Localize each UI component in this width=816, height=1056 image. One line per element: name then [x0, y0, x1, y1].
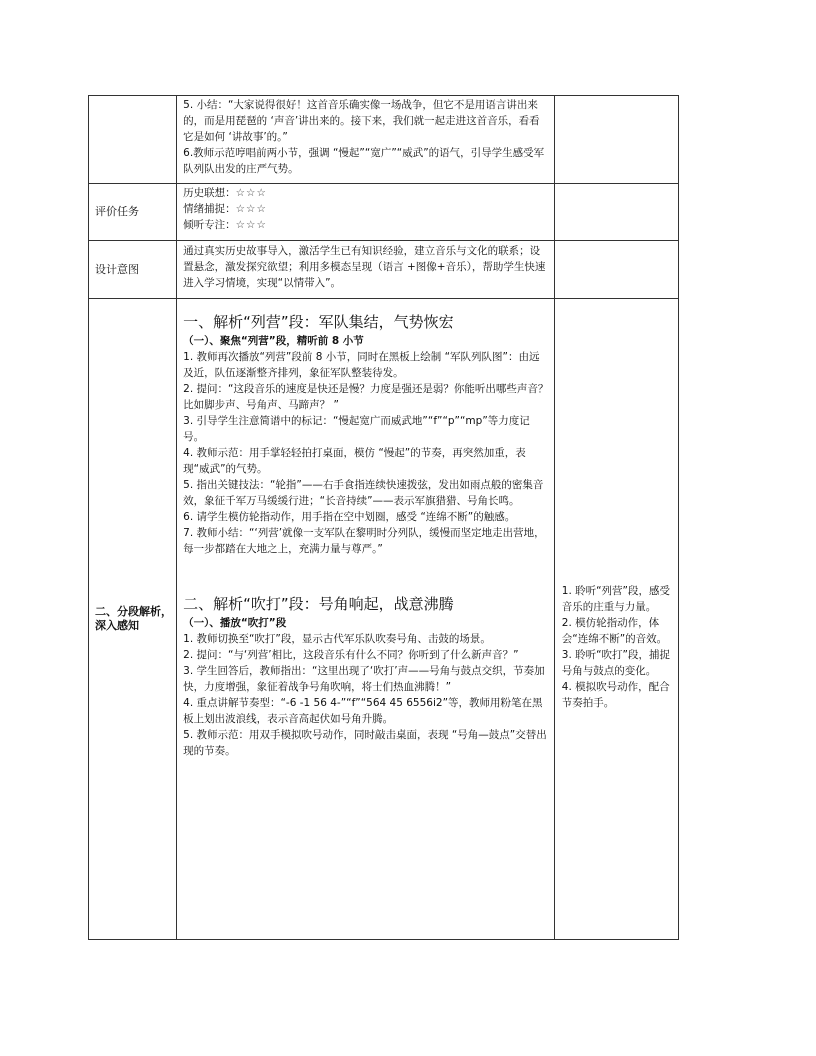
row-summary-label-cell [89, 96, 177, 184]
section2-paragraph: 2. 提问：“与‘列营’相比，这段音乐有什么不同？你听到了什么新声音？” [183, 649, 519, 661]
row-design-intent [89, 241, 679, 299]
analysis-label: 二、分段解析，深入感知 [89, 299, 177, 940]
section1-paragraph: 2. 提问：“这段音乐的速度是快还是慢？力度是强还是弱？你能听出哪些声音？比如脚步声、号角声、马蹄声？ ” [183, 383, 549, 411]
section2-paragraph: 3. 学生回答后，教师指出：“这里出现了‘吹打’声——号角与鼓点交织，节奏加快，力度增强，象征着战争号角吹响，将士们热血沸腾！” [183, 665, 545, 693]
section1-paragraph: 1. 教师再次播放“列营”段前 8 小节，同时在黑板上绘制 “军队列队图”：由远及近，队伍逐渐整齐排列，象征军队整装待发。 [183, 351, 540, 379]
lesson-plan-table [88, 95, 679, 940]
row-summary-content [177, 96, 555, 184]
summary-paragraph-5: 5. 小结：“大家说得很好！这首音乐确实像一场战争，但它不是用语言讲出来的，而是用琵琶的 ‘声音’讲出来的。接下来，我们就一起走进这首音乐，看看它是如何 ‘讲故事’的。” [183, 99, 540, 143]
row-evaluation-activity-cell [554, 184, 678, 241]
design-intent-text: 通过真实历史故事导入，激活学生已有知识经验，建立音乐与文化的联系；设置悬念，激发探究欲望；利用多模态呈现（语言 +图像+音乐），帮助学生快速进入学习情境，实现“以情带入”。 [177, 241, 555, 299]
row-summary-activity-cell [554, 96, 678, 184]
section2-paragraph: 1. 教师切换至“吹打”段，显示古代军乐队吹奏号角、击鼓的场景。 [183, 633, 491, 645]
activity-item: 3. 聆听“吹打”段，捕捉号角与鼓点的变化。 [561, 648, 671, 677]
star-rating: ☆☆☆ [235, 219, 267, 231]
section2-heading: 二、解析“吹打”段：号角响起，战意沸腾 [183, 595, 454, 613]
section1-paragraph: 6. 请学生模仿轮指动作，用手指在空中划圈，感受 “连绵不断”的触感。 [183, 511, 516, 523]
evaluation-item [183, 217, 550, 233]
evaluation-label: 评价任务 [89, 184, 177, 241]
star-rating: ☆☆☆ [235, 187, 267, 199]
section2-paragraph: 4. 重点讲解节奏型：“-6 -1 56 4-”“f”“564 45 6556i2”等，教师用粉笔在黑板上划出波浪线，表示音高起伏如号角升腾。 [183, 697, 543, 725]
evaluation-item-name: 历史联想： [183, 187, 236, 199]
activity-item: 2. 模仿轮指动作，体会“连绵不断”的音效。 [561, 616, 668, 645]
evaluation-item [183, 201, 550, 217]
section2-paragraph: 5. 教师示范：用双手模拟吹号动作，同时敲击桌面，表现 “号角—鼓点”交替出现的节奏。 [183, 729, 547, 757]
design-intent-label: 设计意图 [89, 241, 177, 299]
analysis-content [177, 299, 555, 940]
section1-paragraph: 4. 教师示范：用手掌轻轻拍打桌面，模仿 “慢起”的节奏，再突然加重，表现“威武”的气势。 [183, 447, 526, 475]
activity-item: 4. 模拟吹号动作，配合节奏拍手。 [561, 680, 670, 709]
row-design-intent-activity-cell [554, 241, 678, 299]
row-analysis [89, 299, 679, 940]
student-activities [554, 299, 678, 940]
summary-paragraph-6: 6.教师示范哼唱前两小节，强调 “慢起”“宽广”“威武”的语气，引导学生感受军队列队出发的庄严气势。 [183, 147, 545, 175]
section1-subheading: （一）、聚焦“列营”段，精听前 8 小节 [183, 335, 364, 347]
evaluation-item-name: 情绪捕捉： [183, 203, 236, 215]
section1-paragraph: 5. 指出关键技法：“轮指”——右手食指连续快速拨弦，发出如雨点般的密集音效，象征千军万马缓缓行进；“长音持续”——表示军旗猎猎、号角长鸣。 [183, 479, 544, 507]
row-evaluation [89, 184, 679, 241]
section1-heading: 一、解析“列营”段：军队集结，气势恢宏 [183, 313, 454, 331]
star-rating: ☆☆☆ [235, 203, 267, 215]
activity-item: 1. 聆听“列营”段，感受音乐的庄重与力量。 [561, 584, 671, 613]
section-spacer [183, 557, 550, 593]
section1-paragraph: 3. 引导学生注意简谱中的标记：“慢起宽广而威武地”“f”“p”“mp”等力度记号。 [183, 415, 530, 443]
evaluation-item [183, 185, 550, 201]
evaluation-item-name: 倾听专注： [183, 219, 236, 231]
evaluation-items [177, 184, 555, 241]
section1-paragraph: 7. 教师小结：“‘列营’就像一支军队在黎明时分列队，缓慢而坚定地走出营地，每一步都踏在大地之上，充满力量与尊严。” [183, 527, 545, 555]
row-summary [89, 96, 679, 184]
section2-subheading: （一）、播放“吹打”段 [183, 617, 287, 629]
